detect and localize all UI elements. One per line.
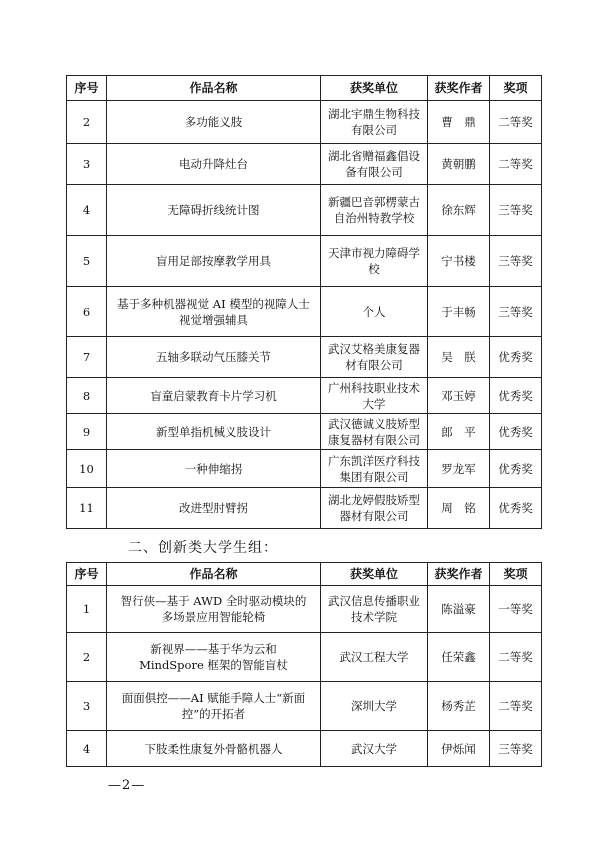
table-row xyxy=(67,586,542,633)
table-row xyxy=(67,414,542,450)
table-row xyxy=(67,185,542,236)
header-name: 作品名称 xyxy=(107,563,321,586)
cell-award: 二等奖 xyxy=(490,101,542,144)
table-row xyxy=(67,101,542,144)
header-unit: 获奖单位 xyxy=(321,563,428,586)
table-row xyxy=(67,236,542,287)
cell-unit: 湖北龙婷假肢矫型器材有限公司 xyxy=(321,488,428,529)
cell-no: 3 xyxy=(67,144,107,185)
cell-author: 周 铭 xyxy=(428,488,490,529)
cell-no: 11 xyxy=(67,488,107,529)
awards-table-2 xyxy=(66,562,542,767)
cell-award: 优秀奖 xyxy=(490,488,542,529)
table-row xyxy=(67,144,542,185)
cell-no: 10 xyxy=(67,450,107,488)
cell-name: 多功能义肢 xyxy=(107,101,321,144)
cell-name: 盲童启蒙教育卡片学习机 xyxy=(107,378,321,414)
cell-unit: 湖北宇鼎生物科技有限公司 xyxy=(321,101,428,144)
cell-no: 7 xyxy=(67,337,107,378)
table-row xyxy=(67,287,542,337)
header-name: 作品名称 xyxy=(107,76,321,101)
table-row xyxy=(67,337,542,378)
cell-award: 三等奖 xyxy=(490,185,542,236)
cell-author: 徐东辉 xyxy=(428,185,490,236)
table-row xyxy=(67,378,542,414)
cell-no: 9 xyxy=(67,414,107,450)
cell-author: 黄朝鹏 xyxy=(428,144,490,185)
cell-no: 4 xyxy=(67,185,107,236)
table-row xyxy=(67,450,542,488)
cell-unit: 广东凯洋医疗科技集团有限公司 xyxy=(321,450,428,488)
cell-author: 邓玉婷 xyxy=(428,378,490,414)
cell-name: 新视界——基于华为云和 MindSpore 框架的智能盲杖 xyxy=(107,633,321,682)
cell-author: 杨秀芷 xyxy=(428,682,490,731)
cell-no: 4 xyxy=(67,731,107,767)
cell-author: 任荣鑫 xyxy=(428,633,490,682)
table-row xyxy=(67,682,542,731)
cell-no: 1 xyxy=(67,586,107,633)
cell-author: 于丰畅 xyxy=(428,287,490,337)
cell-name: 改进型肘臂拐 xyxy=(107,488,321,529)
header-no: 序号 xyxy=(67,563,107,586)
table-header-row xyxy=(67,76,542,101)
header-author: 获奖作者 xyxy=(428,76,490,101)
cell-author: 伊烁闻 xyxy=(428,731,490,767)
cell-award: 三等奖 xyxy=(490,731,542,767)
cell-award: 二等奖 xyxy=(490,144,542,185)
cell-award: 优秀奖 xyxy=(490,337,542,378)
awards-table-1 xyxy=(66,75,542,529)
cell-name: 电动升降灶台 xyxy=(107,144,321,185)
cell-award: 二等奖 xyxy=(490,633,542,682)
cell-no: 6 xyxy=(67,287,107,337)
cell-name: 面面俱控——AI 赋能手障人士“新面控”的开拓者 xyxy=(107,682,321,731)
cell-unit: 湖北省赠福鑫倡设备有限公司 xyxy=(321,144,428,185)
header-author: 获奖作者 xyxy=(428,563,490,586)
cell-no: 3 xyxy=(67,682,107,731)
cell-award: 三等奖 xyxy=(490,287,542,337)
cell-unit: 深圳大学 xyxy=(321,682,428,731)
cell-author: 吴 朕 xyxy=(428,337,490,378)
cell-award: 二等奖 xyxy=(490,682,542,731)
cell-award: 一等奖 xyxy=(490,586,542,633)
cell-author: 郎 平 xyxy=(428,414,490,450)
cell-award: 三等奖 xyxy=(490,236,542,287)
cell-name: 无障碍折线统计图 xyxy=(107,185,321,236)
cell-name: 五轴多联动气压膝关节 xyxy=(107,337,321,378)
header-award: 奖项 xyxy=(490,76,542,101)
cell-award: 优秀奖 xyxy=(490,414,542,450)
header-no: 序号 xyxy=(67,76,107,101)
header-unit: 获奖单位 xyxy=(321,76,428,101)
cell-no: 2 xyxy=(67,101,107,144)
table-header-row xyxy=(67,563,542,586)
cell-no: 5 xyxy=(67,236,107,287)
cell-name: 基于多种机器视觉 AI 模型的视障人士视觉增强辅具 xyxy=(107,287,321,337)
cell-author: 罗龙军 xyxy=(428,450,490,488)
cell-name: 智行侠—基于 AWD 全时驱动模块的多场景应用智能轮椅 xyxy=(107,586,321,633)
cell-author: 宁书楼 xyxy=(428,236,490,287)
cell-no: 8 xyxy=(67,378,107,414)
cell-unit: 新疆巴音郭楞蒙古自治州特教学校 xyxy=(321,185,428,236)
cell-author: 曹 鼎 xyxy=(428,101,490,144)
section-title: 二、创新类大学生组： xyxy=(128,540,278,556)
table-row xyxy=(67,633,542,682)
cell-name: 盲用足部按摩教学用具 xyxy=(107,236,321,287)
cell-award: 优秀奖 xyxy=(490,450,542,488)
cell-unit: 广州科技职业技术大学 xyxy=(321,378,428,414)
cell-name: 新型单指机械义肢设计 xyxy=(107,414,321,450)
cell-unit: 武汉艾格美康复器材有限公司 xyxy=(321,337,428,378)
cell-unit: 武汉信息传播职业技术学院 xyxy=(321,586,428,633)
cell-unit: 武汉大学 xyxy=(321,731,428,767)
table-row xyxy=(67,731,542,767)
cell-author: 陈溢豪 xyxy=(428,586,490,633)
cell-unit: 武汉工程大学 xyxy=(321,633,428,682)
cell-unit: 个人 xyxy=(321,287,428,337)
cell-unit: 天津市视力障碍学校 xyxy=(321,236,428,287)
table-row xyxy=(67,488,542,529)
cell-award: 优秀奖 xyxy=(490,378,542,414)
cell-no: 2 xyxy=(67,633,107,682)
page-number: —2— xyxy=(108,778,146,793)
cell-name: 下肢柔性康复外骨骼机器人 xyxy=(107,731,321,767)
cell-unit: 武汉德诚义肢矫型康复器材有限公司 xyxy=(321,414,428,450)
header-award: 奖项 xyxy=(490,563,542,586)
cell-name: 一种伸缩拐 xyxy=(107,450,321,488)
